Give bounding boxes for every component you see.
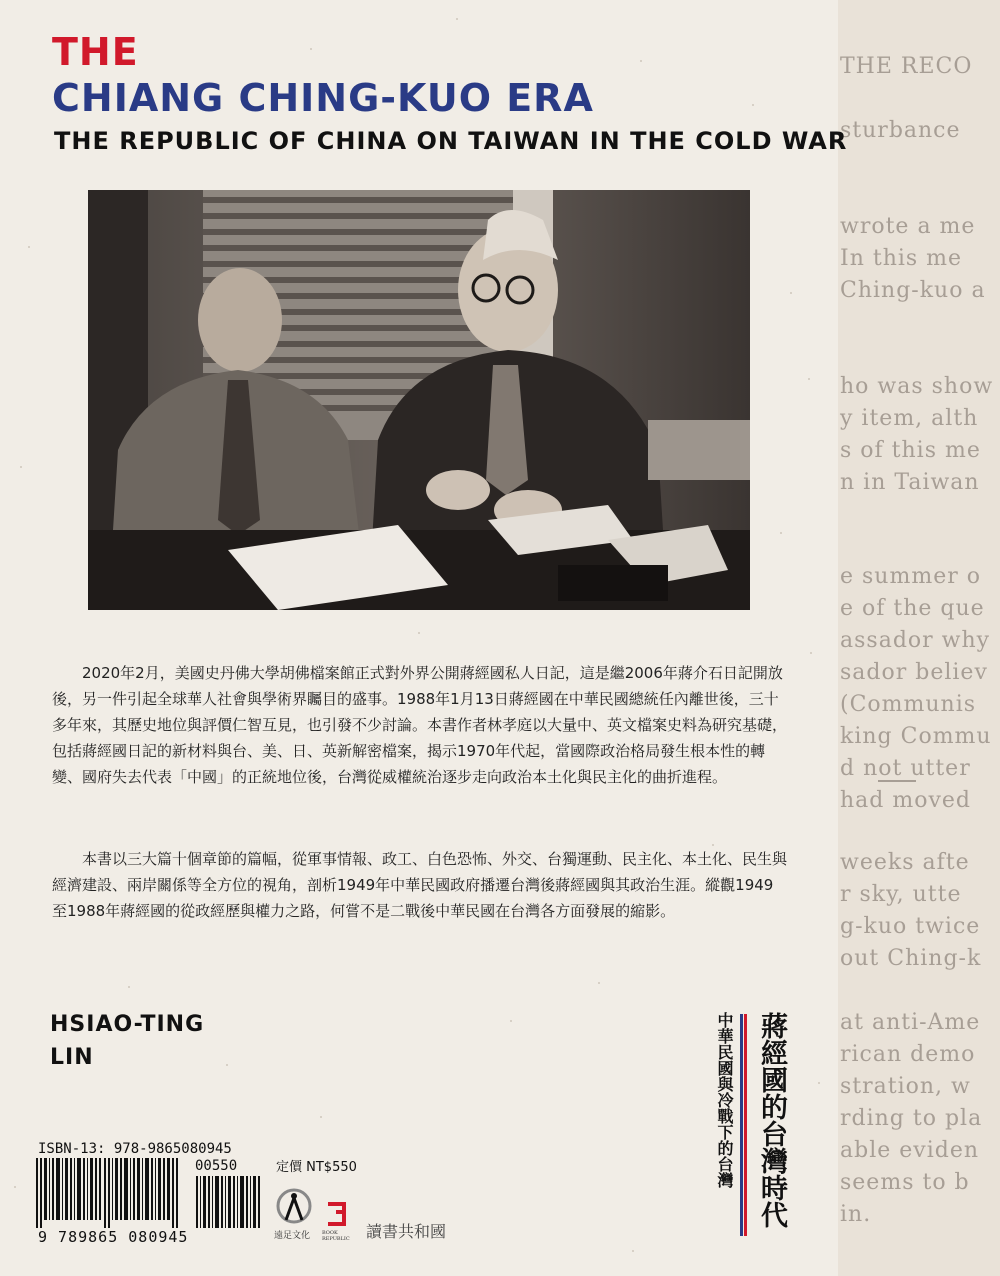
document-line: stration, w — [840, 1074, 971, 1099]
publisher-logo-caption-2: BOOK REPUBLIC — [322, 1230, 350, 1242]
bookrepublic-logo-icon — [322, 1200, 352, 1228]
price-barcode — [196, 1176, 264, 1228]
title-line-the: THE — [52, 30, 139, 74]
author-name-line-2: LIN — [50, 1045, 94, 1070]
document-line: rding to pla — [840, 1106, 983, 1131]
document-line: y item, alth — [840, 406, 979, 431]
document-line: ho was show — [840, 374, 994, 399]
document-line: at anti-Ame — [840, 1010, 981, 1035]
document-line: able eviden — [840, 1138, 980, 1163]
vertical-rule-red — [744, 1014, 747, 1236]
blurb-paragraph-1: 2020年2月，美國史丹佛大學胡佛檔案館正式對外界公開蔣經國私人日記，這是繼2006年蔣介石日記開放後，另一件引起全球華人社會與學術界矚目的盛事。1988年1月13日蔣經國在中華民國總統任內離世後，三十多年來，其歷史地位與評價仁智互見，也引發不少討論。本書作者林孝庭以大量中、英文檔案史料為研究基礎，包括蔣經國日記的新材料與台、美、日、英新解密檔案，揭示1970年代起，當國際政治格局發生根本性的轉變、國府失去代表「中國」的正統地位後，台灣從威權統治逐步走向政治本土化與民主化的曲折進程。 — [52, 664, 788, 786]
publisher-logo-bookrepublic — [322, 1200, 360, 1246]
isbn-barcode — [36, 1158, 186, 1228]
walker-logo-icon — [272, 1188, 316, 1228]
barcode-digits: 9 789865 080945 — [38, 1228, 189, 1246]
photograph-illustration — [88, 190, 750, 610]
document-line: sturbance — [840, 118, 961, 143]
chinese-title-main: 蔣經國的台灣時代 — [756, 1012, 787, 1228]
blurb-paragraph-2: 本書以三大篇十個章節的篇幅，從軍事情報、政工、白色恐怖、外交、台獨運動、民主化、本土化、民生與經濟建設、兩岸關係等全方位的視角，剖析1949年中華民國政府播遷台灣後蔣經國與其政治生涯。縱觀1949至1988年蔣經國的從政經歷與權力之路，何嘗不是二戰後中華民國在台灣各方面發展的縮影。 — [52, 850, 788, 920]
document-line: out Ching-k — [840, 946, 982, 971]
document-line: g-kuo twice — [840, 914, 981, 939]
document-line: THE RECO — [840, 54, 973, 79]
chinese-title-sub: 中華民國與冷戰下的台灣 — [715, 1012, 734, 1188]
document-line: seems to b — [840, 1170, 970, 1195]
author-name-line-1: HSIAO-TING — [50, 1012, 205, 1037]
document-line: king Commu — [840, 724, 992, 749]
document-line: s of this me — [840, 438, 981, 463]
document-line: e summer o — [840, 564, 981, 589]
isbn-label: ISBN-13: 978-9865080945 — [38, 1141, 232, 1157]
document-line: in. — [840, 1202, 872, 1227]
background-document-strip — [838, 0, 1000, 1276]
document-line: rican demo — [840, 1042, 976, 1067]
document-line: had moved — [840, 788, 971, 813]
document-line: In this me — [840, 246, 963, 271]
price-label: 定價 NT$550 — [276, 1160, 357, 1175]
document-line: n in Taiwan — [840, 470, 980, 495]
document-line: (Communis — [840, 692, 977, 717]
document-line: e of the que — [840, 596, 985, 621]
archival-photograph — [88, 190, 750, 610]
document-line: wrote a me — [840, 214, 976, 239]
document-line: sador believ — [840, 660, 988, 685]
document-underline — [838, 0, 1000, 1276]
vertical-rule-blue — [740, 1014, 743, 1236]
isbn-price-code: 00550 — [195, 1158, 238, 1174]
document-line: assador why — [840, 628, 991, 653]
title-main: CHIANG CHING-KUO ERA — [52, 76, 594, 120]
document-line: weeks afte — [840, 850, 970, 875]
publisher-logo-caption: 遠足文化 — [274, 1231, 311, 1241]
title-subtitle: THE REPUBLIC OF CHINA ON TAIWAN IN THE COLD WAR — [54, 127, 848, 155]
document-line: Ching-kuo a — [840, 278, 986, 303]
publisher-logo-walkers — [272, 1188, 316, 1244]
document-line: r sky, utte — [840, 882, 962, 907]
document-line: d not utter — [840, 756, 971, 781]
publisher-imprint: 讀書共和國 — [366, 1222, 447, 1241]
